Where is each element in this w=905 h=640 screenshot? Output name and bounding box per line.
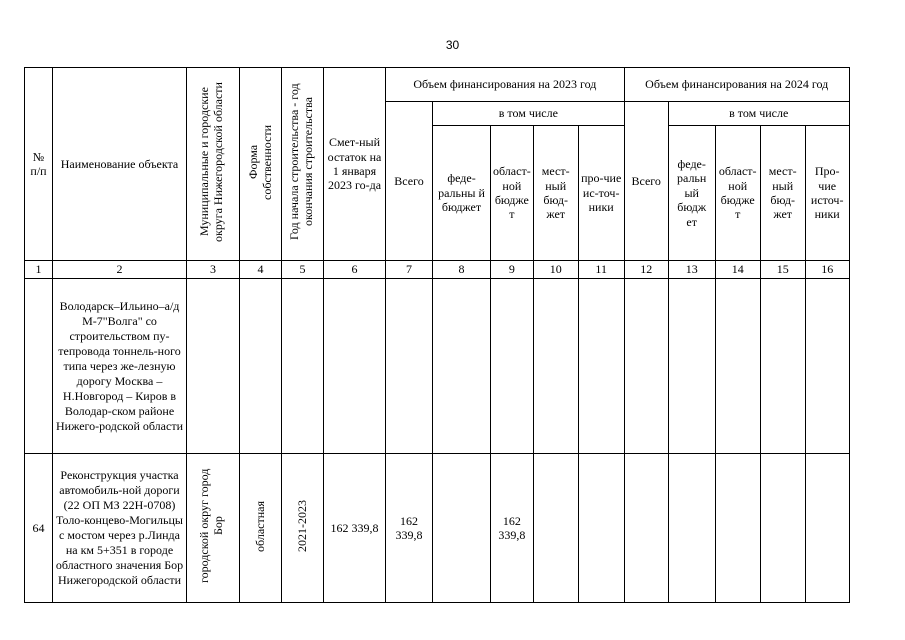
col-number: 8 (433, 261, 491, 279)
header-v-tom-chisle-2024: в том числе (668, 102, 849, 126)
col-number: 13 (668, 261, 715, 279)
header-god: Год начала строительства - год окончания строительства (282, 68, 324, 261)
col-number: 7 (386, 261, 433, 279)
col-number: 10 (533, 261, 578, 279)
row-vsego-2023: 162 339,8 (386, 454, 433, 603)
row-obl-2024 (715, 279, 760, 454)
row-forma (240, 279, 282, 454)
row-fed-2024 (668, 454, 715, 603)
row-mest-2024 (760, 279, 805, 454)
header-v-tom-chisle-2023: в том числе (433, 102, 625, 126)
header-vsego-2023: Всего (386, 102, 433, 261)
header-fin-2024: Объем финансирования на 2024 год (624, 68, 849, 102)
row-vsego-2024 (624, 279, 668, 454)
row-obl-2024 (715, 454, 760, 603)
header-mest-2023: мест-ный бюд-жет (533, 126, 578, 261)
row-fed-2023 (433, 454, 491, 603)
row-num (25, 279, 53, 454)
header-mest-2024: мест-ный бюд-жет (760, 126, 805, 261)
row-vsego-2023 (386, 279, 433, 454)
header-forma: Форма собственности (240, 68, 282, 261)
row-mest-2023 (533, 279, 578, 454)
row-ostatok: 162 339,8 (324, 454, 386, 603)
col-number: 16 (805, 261, 849, 279)
row-forma: областная (240, 454, 282, 603)
row-obl-2023 (491, 279, 534, 454)
col-number: 12 (624, 261, 668, 279)
row-ostatok (324, 279, 386, 454)
header-num: № п/п (25, 68, 53, 261)
row-okrug (187, 279, 240, 454)
row-god (282, 279, 324, 454)
col-number: 9 (491, 261, 534, 279)
row-proch-2024 (805, 279, 849, 454)
table-row (25, 279, 850, 454)
col-number: 11 (578, 261, 624, 279)
row-vsego-2024 (624, 454, 668, 603)
header-fed-2024: феде-ральн ый бюдж ет (668, 126, 715, 261)
row-obl-2023: 162 339,8 (491, 454, 534, 603)
row-name: Володарск–Ильино–а/д М-7"Волга" со строительством пу-тепровода тоннель-ного типа через же-лезную дорогу Москва – Н.Новгород – Киров в Володар-ском районе Нижего-родской области (53, 279, 187, 454)
col-number: 15 (760, 261, 805, 279)
row-proch-2023 (578, 279, 624, 454)
row-god: 2021-2023 (282, 454, 324, 603)
page-number: 30 (445, 38, 460, 52)
row-name: Реконструкция участка автомобиль-ной дороги (22 ОП МЗ 22Н-0708) Толо-концево-Могильцы с мостом через р.Линда на км 5+351 в городе областного значения Бор Нижегородской области (53, 454, 187, 603)
row-mest-2023 (533, 454, 578, 603)
col-number: 6 (324, 261, 386, 279)
column-numbers-row (25, 261, 850, 279)
col-number: 4 (240, 261, 282, 279)
header-obl-2024: област-ной бюдже т (715, 126, 760, 261)
header-obl-2023: област-ной бюдже т (491, 126, 534, 261)
col-number: 14 (715, 261, 760, 279)
row-proch-2023 (578, 454, 624, 603)
row-num: 64 (25, 454, 53, 603)
col-number: 3 (187, 261, 240, 279)
header-fin-2023: Объем финансирования на 2023 год (386, 68, 625, 102)
header-ostatok: Смет-ный остаток на 1 января 2023 го-да (324, 68, 386, 261)
row-fed-2024 (668, 279, 715, 454)
header-vsego-2024: Всего (624, 102, 668, 261)
col-number: 2 (53, 261, 187, 279)
row-mest-2024 (760, 454, 805, 603)
col-number: 5 (282, 261, 324, 279)
row-okrug: городской округ город Бор (187, 454, 240, 603)
table-row (25, 454, 850, 603)
header-fed-2023: феде-ральны й бюджет (433, 126, 491, 261)
header-okrug: Муниципальные и городские округа Нижегородской области (187, 68, 240, 261)
row-proch-2024 (805, 454, 849, 603)
financing-table (24, 67, 850, 603)
header-proch-2023: про-чие ис-точ-ники (578, 126, 624, 261)
row-fed-2023 (433, 279, 491, 454)
header-name: Наименование объекта (53, 68, 187, 261)
col-number: 1 (25, 261, 53, 279)
header-proch-2024: Про-чие источ-ники (805, 126, 849, 261)
